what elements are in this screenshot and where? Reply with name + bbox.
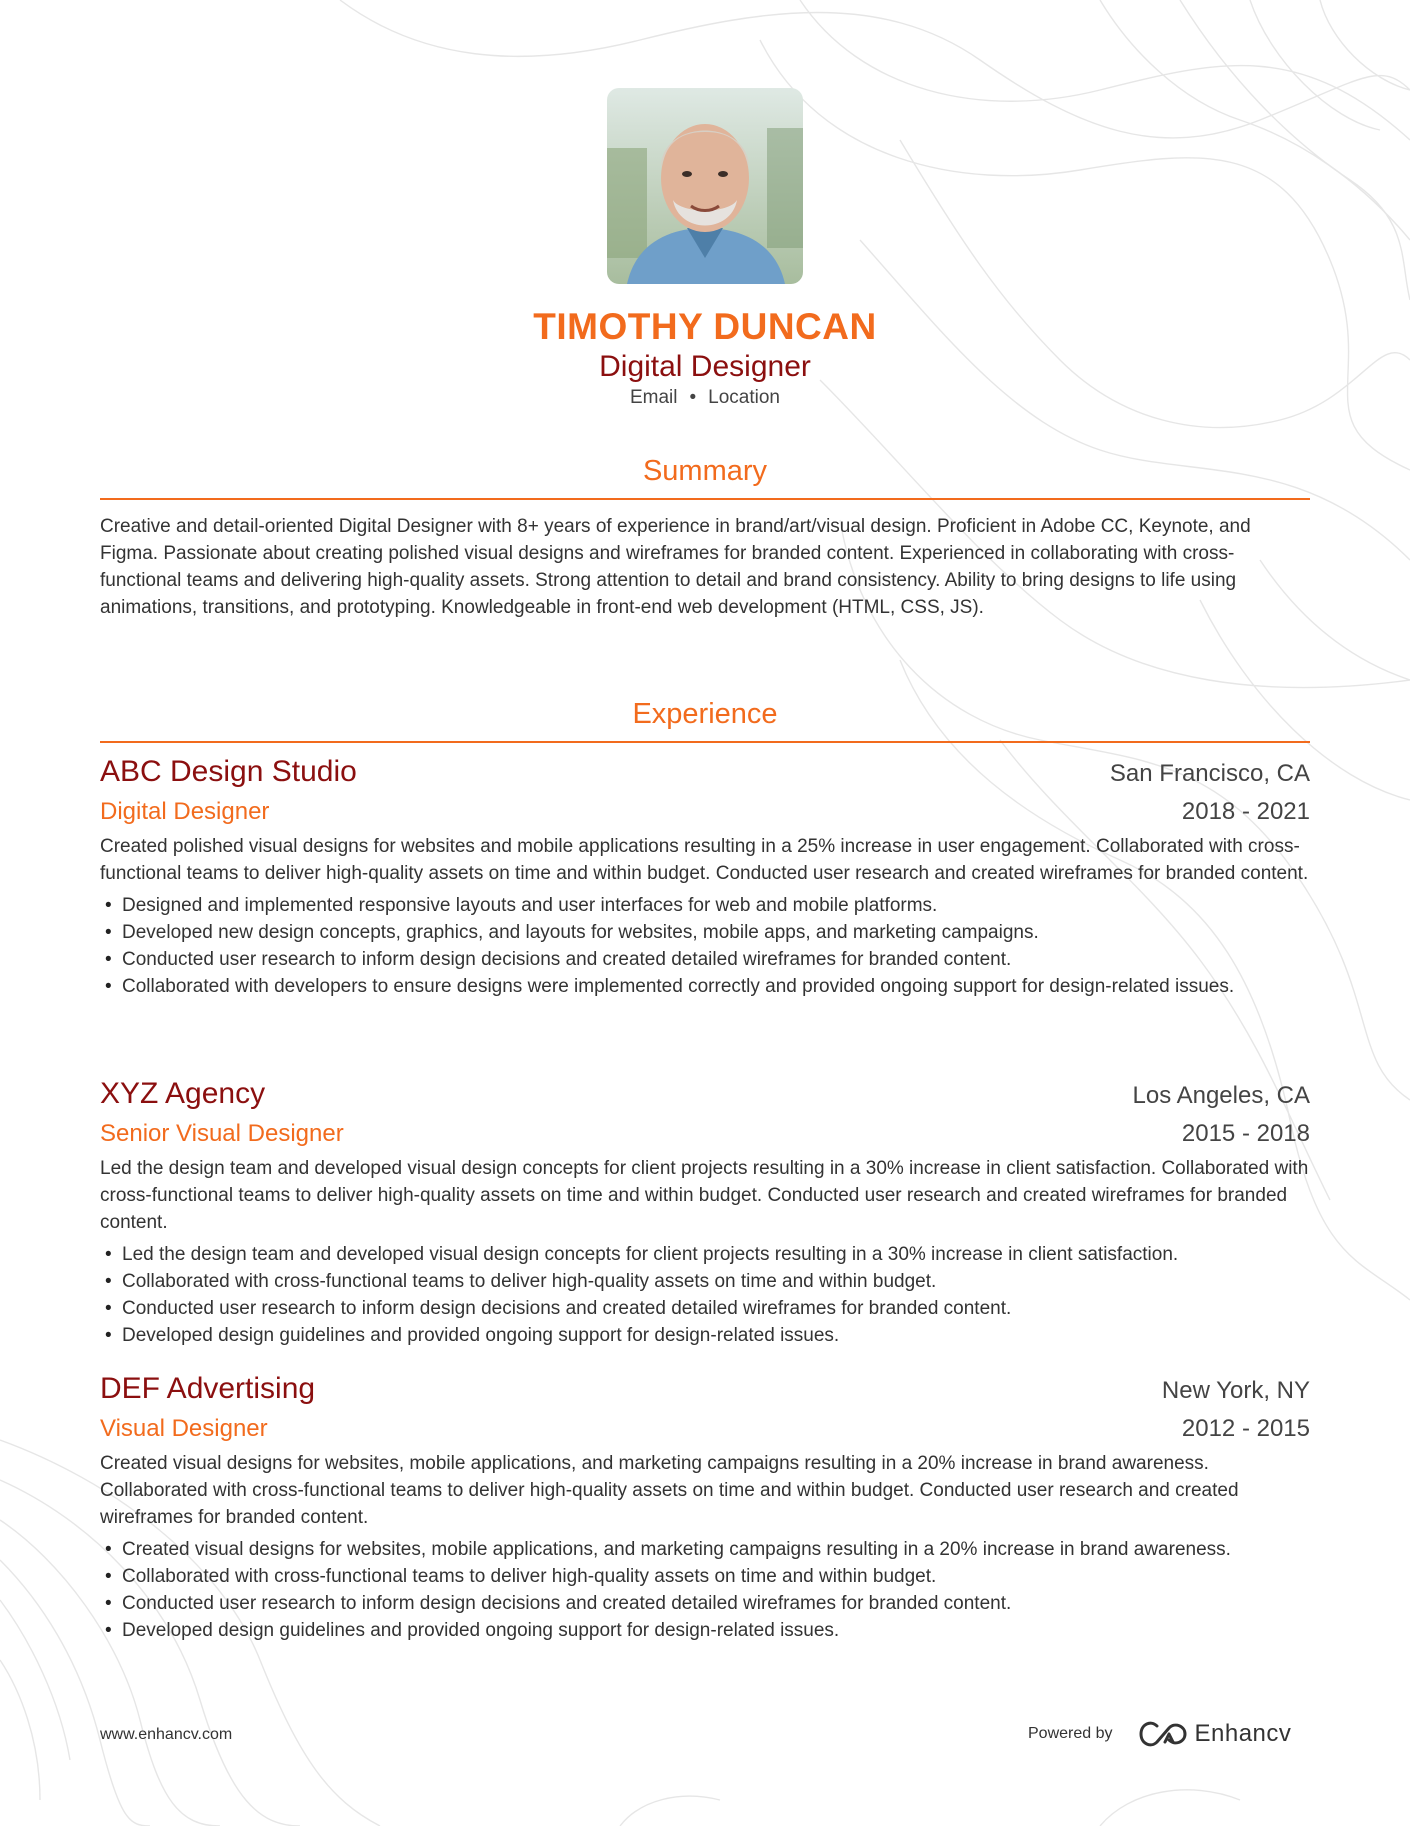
footer-branding bbox=[1028, 1720, 1291, 1748]
job-entry bbox=[100, 753, 1310, 1000]
job-location: New York, NY bbox=[1161, 1377, 1310, 1404]
candidate-name: TIMOTHY DUNCAN bbox=[533, 306, 877, 347]
summary-heading: Summary bbox=[642, 455, 768, 487]
job-bullet: • Collaborated with developers to ensure designs were implemented correctly and provided ongoing support for design-related issues. bbox=[100, 973, 1310, 1000]
summary-text: Creative and detail-oriented Digital Designer with 8+ years of experience in brand/art/visual design. Proficient in Adobe CC, Keynote, and Figma. Passionate about creating polished visual designs and wireframes for branded content. Experienced in collaborating with cross-functional teams and delivering high-quality assets. Strong attention to detail and brand consistency. Ability to bring designs to life using animations, transitions, and prototyping. Knowledgeable in front-end web development (HTML, CSS, JS). bbox=[100, 516, 1251, 618]
job-bullet: • Conducted user research to inform design decisions and created detailed wireframes for branded content. bbox=[100, 1295, 1310, 1322]
enhancv-logo-icon bbox=[1139, 1721, 1187, 1747]
job-dates: 2012 - 2015 bbox=[1181, 1415, 1310, 1442]
job-entry bbox=[100, 1075, 1310, 1349]
avatar-icon bbox=[607, 88, 803, 284]
job-bullets bbox=[100, 1241, 1310, 1349]
job-bullet: • Collaborated with cross-functional teams to deliver high-quality assets on time and within budget. bbox=[100, 1563, 1310, 1590]
contact-separator: • bbox=[689, 387, 697, 408]
powered-by-label: Powered by bbox=[1028, 1725, 1113, 1742]
job-role: Senior Visual Designer bbox=[100, 1120, 344, 1147]
job-bullet: • Designed and implemented responsive layouts and user interfaces for web and mobile platforms. bbox=[100, 892, 1310, 919]
job-company: XYZ Agency bbox=[100, 1077, 266, 1110]
job-bullet: • Conducted user research to inform design decisions and created detailed wireframes for branded content. bbox=[100, 946, 1310, 973]
job-dates: 2015 - 2018 bbox=[1181, 1120, 1310, 1147]
contact-email[interactable]: Email bbox=[629, 387, 678, 408]
job-bullet: • Collaborated with cross-functional teams to deliver high-quality assets on time and within budget. bbox=[100, 1268, 1310, 1295]
candidate-title: Digital Designer bbox=[599, 350, 811, 383]
job-bullet: • Developed design guidelines and provided ongoing support for design-related issues. bbox=[100, 1322, 1310, 1349]
job-location: San Francisco, CA bbox=[1109, 760, 1310, 787]
job-dates: 2018 - 2021 bbox=[1181, 798, 1310, 825]
job-role: Visual Designer bbox=[100, 1415, 268, 1442]
job-company: ABC Design Studio bbox=[100, 755, 357, 788]
job-bullet: • Developed design guidelines and provided ongoing support for design-related issues. bbox=[100, 1617, 1310, 1644]
profile-photo bbox=[607, 88, 803, 284]
job-bullet: • Developed new design concepts, graphics, and layouts for websites, mobile apps, and marketing campaigns. bbox=[100, 919, 1310, 946]
experience-heading: Experience bbox=[632, 698, 778, 730]
summary-divider bbox=[100, 498, 1310, 500]
job-description: Created visual designs for websites, mobile applications, and marketing campaigns resulting in a 20% increase in brand awareness. Collaborated with cross-functional teams to deliver high-quality assets on time and within budget. Conducted user research and created wireframes for branded content. bbox=[100, 1453, 1239, 1528]
job-bullet: • Created visual designs for websites, mobile applications, and marketing campaigns resulting in a 20% increase in brand awareness. bbox=[100, 1536, 1310, 1563]
job-bullets bbox=[100, 1536, 1310, 1644]
contact-location: Location bbox=[708, 387, 780, 408]
job-description: Created polished visual designs for websites and mobile applications resulting in a 25% increase in user engagement. Collaborated with cross-functional teams to deliver high-quality assets on time and within budget. Conducted user research and created wireframes for branded content. bbox=[100, 836, 1309, 884]
job-bullet: • Led the design team and developed visual design concepts for client projects resulting in a 30% increase in client satisfaction. bbox=[100, 1241, 1310, 1268]
job-bullet: • Conducted user research to inform design decisions and created detailed wireframes for branded content. bbox=[100, 1590, 1310, 1617]
job-role: Digital Designer bbox=[100, 798, 270, 825]
contact-line bbox=[0, 387, 1410, 409]
job-bullets bbox=[100, 892, 1310, 1000]
enhancv-brand-name[interactable]: Enhancv bbox=[1194, 1720, 1292, 1747]
job-company: DEF Advertising bbox=[100, 1372, 316, 1405]
job-location: Los Angeles, CA bbox=[1132, 1082, 1310, 1109]
experience-divider bbox=[100, 741, 1310, 743]
job-description: Led the design team and developed visual design concepts for client projects resulting in a 30% increase in client satisfaction. Collaborated with cross-functional teams to deliver high-quality assets on time and within budget. Conducted user research and created wireframes for branded content. bbox=[100, 1158, 1309, 1233]
footer-website-link[interactable]: www.enhancv.com bbox=[100, 1726, 233, 1743]
job-entry bbox=[100, 1370, 1310, 1644]
